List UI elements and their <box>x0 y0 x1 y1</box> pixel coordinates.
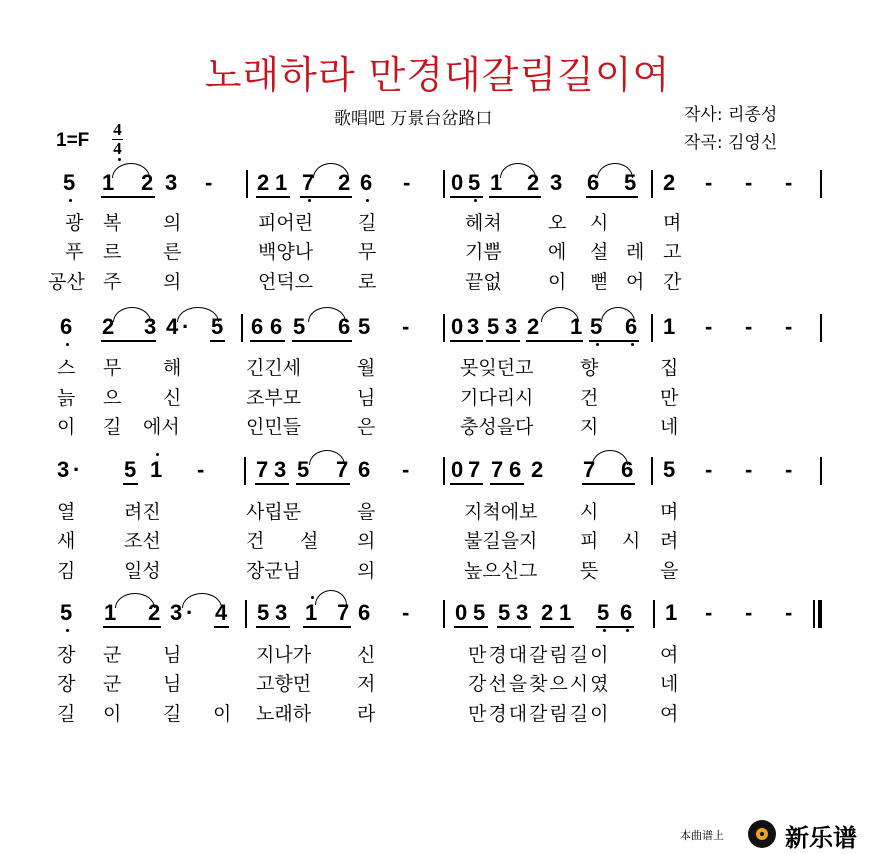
key-signature: 1=F <box>56 130 90 151</box>
notation-line-4: 5 1 2 3 · 4 5 3 1 7 6 - 0 5 5 3 2 1 5 6 1 - - - <box>0 600 875 640</box>
time-signature <box>112 122 123 157</box>
time-signature-bottom: 4 <box>113 139 122 158</box>
song-subtitle: 歌唱吧 万景台岔路口 <box>334 109 493 129</box>
notation-line-1: 5 1 2 3 - 2 1 7 2 6 - 0 5 1 2 3 6 5 2 - - - <box>0 170 875 210</box>
vinyl-record-icon <box>748 820 776 848</box>
logo-text[interactable]: 新乐谱 <box>785 824 857 852</box>
notation-line-2: 6 2 3 4 · 5 6 6 5 6 5 - 0 3 5 3 2 1 5 6 1 - - - <box>0 314 875 354</box>
notation-line-3: 3 · 5 1 - 7 3 5 7 6 - 0 7 7 6 2 7 6 5 - - - <box>0 457 875 497</box>
song-title: 노래하라 만경대갈림길이여 <box>204 53 671 97</box>
footer-source-text: 本曲谱上 <box>680 829 724 842</box>
lyricist-credit: 작사: 리종성 <box>684 105 778 125</box>
time-signature-top: 4 <box>113 120 122 139</box>
composer-credit: 작곡: 김영신 <box>684 133 778 153</box>
